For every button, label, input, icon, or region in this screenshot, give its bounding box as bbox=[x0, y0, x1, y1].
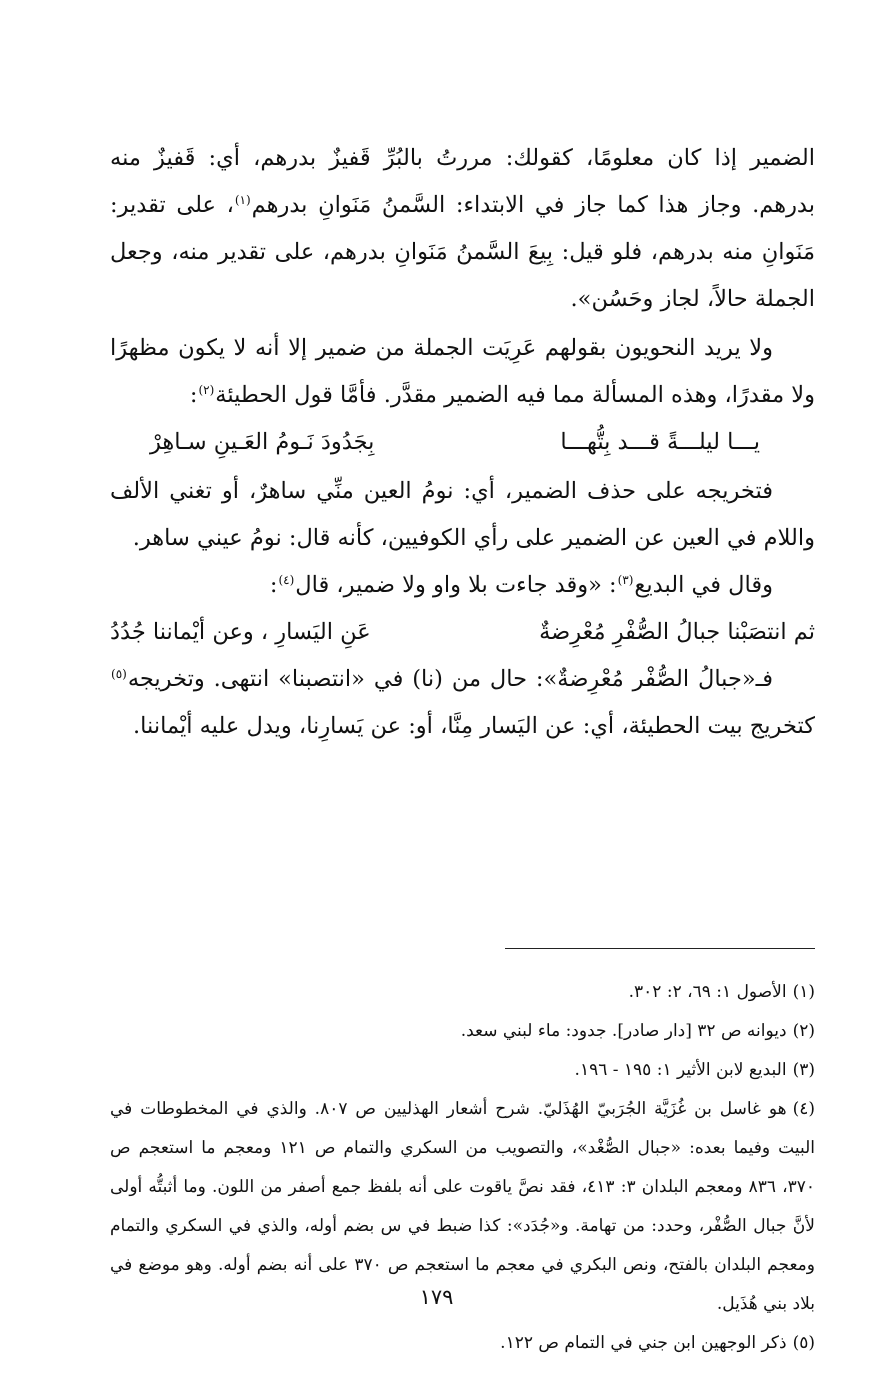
footnote-3-text: البديع لابن الأثير ١: ١٩٥ - ١٩٦. bbox=[574, 1060, 787, 1080]
footnote-4-number: (٤) bbox=[792, 1099, 815, 1119]
footnote-5-text: ذكر الوجهين ابن جني في التمام ص ١٢٢. bbox=[500, 1333, 787, 1353]
footnote-2 bbox=[110, 1012, 815, 1051]
verse-1-second-hemistich: بِجَدُودَ نَـومُ العَـينِ سـاهِرْ bbox=[150, 429, 375, 455]
footnote-1-number: (١) bbox=[792, 982, 815, 1002]
paragraph-3-text: فتخريجه على حذف الضمير، أي: نومُ العين منِّي ساهرٌ، أو تغني الألف واللام في العين عن الضمير على رأي الكوفيين، كأنه قال: نومُ عيني ساهر. bbox=[110, 478, 815, 551]
footnote-5-number: (٥) bbox=[792, 1333, 815, 1353]
paragraph-1 bbox=[110, 135, 815, 323]
footnote-ref-1[interactable]: (١) bbox=[234, 192, 251, 207]
paragraph-1-text: الضمير إذا كان معلومًا، كقولك: مررتُ بالبُرِّ قَفيزٌ بدرهم، أي: قَفيزٌ منه بدرهم. وجاز هذا كما جاز في الابتداء: السَّمنُ مَنَوانِ بدرهم bbox=[110, 145, 816, 218]
footnote-ref-3[interactable]: (٣) bbox=[617, 572, 634, 587]
paragraph-2-tail: : bbox=[189, 382, 198, 408]
verse-2-first-hemistich: ثم انتصَبْنا جبالُ الصُّفْرِ مُعْرِضةٌ bbox=[539, 619, 815, 645]
paragraph-3 bbox=[110, 468, 815, 562]
paragraph-2-text: ولا يريد النحويون بقولهم عَرِيَت الجملة من ضمير إلا أنه لا يكون مظهرًا ولا مقدرًا، وهذه المسألة مما فيه الضمير مقدَّر. فأمَّا قول الحطيئة bbox=[110, 335, 815, 408]
footnote-ref-4[interactable]: (٤) bbox=[278, 572, 295, 587]
paragraph-4-text-b: : «وقد جاءت بلا واو ولا ضمير، قال bbox=[295, 572, 617, 598]
paragraph-5-text: فـ«جبالُ الصُّفْر مُعْرِضةٌ»: حال من (نا) في «انتصبنا» انتهى. وتخريجه bbox=[127, 666, 773, 692]
paragraph-5-tail: كتخريج بيت الحطيئة، أي: عن اليَسار مِنَّا، أو: عن يَسارِنا، ويدل عليه أيْماننا. bbox=[133, 713, 815, 739]
paragraph-4-text-c: : bbox=[269, 572, 278, 598]
paragraph-5 bbox=[110, 656, 815, 750]
main-text bbox=[110, 135, 815, 750]
paragraph-4-text-a: وقال في البديع bbox=[634, 572, 773, 598]
footnote-separator bbox=[505, 948, 815, 949]
footnote-1 bbox=[110, 973, 815, 1012]
footnote-ref-2[interactable]: (٢) bbox=[198, 382, 215, 397]
footnote-ref-5[interactable]: (٥) bbox=[111, 666, 127, 681]
footnote-4-text: هو غاسل بن غُزَيَّة الجُرَبيّ الهُذَليّ. شرح أشعار الهذليين ص ٨٠٧. والذي في المخطوطات في البيت وفيما بعده: «جبال الصُّغْد»، والتصويب من السكري والتمام ص ١٢١ ومعجم ما استعجم ص ٣٧٠، ٨٣٦ ومعجم البلدان ٣: ٤١٣، فقد نصَّ ياقوت على أنه بلفظ جمع أصفر من اللون. وما أثبتُّه أولى لأنَّ جبال الصُّفْر، وحدد: من تهامة. و«جُدَد»: كذا ضبط في س بضم أوله، والذي في السكري والتمام ومعجم البلدان بالفتح، ونص البكري في معجم ما استعجم ص ٣٧٠ على أنه بضم أوله. وهو موضع في بلاد بني هُذَيل. bbox=[110, 1099, 816, 1314]
verse-2-second-hemistich: عَنِ اليَسارِ ، وعن أيْماننا جُدُدُ bbox=[110, 619, 371, 645]
paragraph-1-tail: ، على تقدير: مَنَوانِ منه بدرهم، فلو قيل: بِيعَ السَّمنُ مَنَوانِ بدرهم، على تقدير منه، وجعل الجملة حالاً، لجاز وحَسُن». bbox=[110, 192, 815, 312]
footnote-2-text: ديوانه ص ٣٢ [دار صادر]. جدود: ماء لبني سعد. bbox=[460, 1021, 787, 1041]
verse-ghasil bbox=[110, 609, 815, 656]
verse-hutayah bbox=[110, 419, 815, 466]
paragraph-2 bbox=[110, 325, 815, 419]
footnote-2-number: (٢) bbox=[792, 1021, 815, 1041]
verse-1-first-hemistich: يـــا ليلـــةً قـــد بِتُّهـــا bbox=[560, 429, 760, 455]
page-number: ١٧٩ bbox=[419, 1285, 454, 1309]
footnote-3 bbox=[110, 1051, 815, 1090]
footnote-5 bbox=[110, 1324, 815, 1363]
footnote-3-number: (٣) bbox=[792, 1060, 815, 1080]
footnote-1-text: الأصول ١: ٦٩، ٢: ٣٠٢. bbox=[628, 982, 787, 1002]
paragraph-4 bbox=[110, 562, 815, 609]
